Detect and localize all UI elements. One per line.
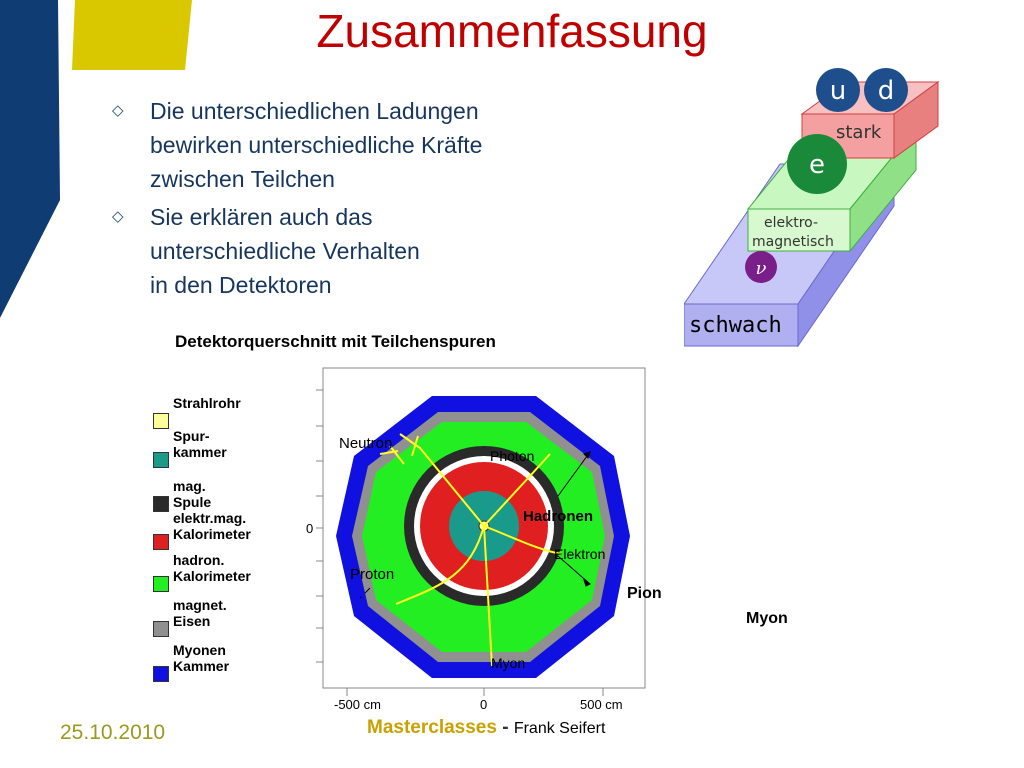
bullet-text: Die unterschiedlichen Ladungen bewirken unterschiedliche Kräfte zwischen Teilchen [150, 98, 483, 192]
legend-swatch [153, 621, 169, 637]
footer-event: Masterclasses [367, 717, 497, 738]
legend-swatch [153, 576, 169, 592]
neutrino-label: ν [755, 258, 767, 279]
bullet-item [112, 200, 582, 302]
footer-author: Frank Seifert [513, 720, 606, 737]
legend-label: elektr.mag. Kalorimeter [173, 510, 251, 542]
label-myon-inner: Myon [491, 655, 526, 671]
label-hadronen: Hadronen [523, 508, 594, 525]
stark-label: stark [836, 122, 882, 143]
label-proton: Proton [350, 566, 395, 583]
label-myon-outer: Myon [746, 610, 788, 627]
axis-x-right: 500 cm [580, 697, 623, 712]
legend-swatch [153, 666, 169, 682]
label-pion: Pion [627, 585, 662, 602]
legend-swatch [153, 452, 169, 468]
legend-label: magnet. Eisen [173, 597, 227, 629]
quark-d-label: d [877, 76, 895, 106]
legend-label: Spur- kammer [173, 428, 227, 460]
detector-cross-section [300, 366, 650, 716]
label-neutron: Neutron [339, 435, 393, 452]
em-label-line2: magnetisch [752, 234, 834, 250]
axis-x-left: -500 cm [334, 697, 381, 712]
footer-separator: - [502, 717, 509, 738]
em-label-line1: elektro- [764, 215, 819, 231]
bullet-item [112, 94, 582, 196]
legend-swatch [153, 534, 169, 550]
slide-title: Zusammenfassung [316, 5, 708, 57]
legend-label: mag. Spule [173, 478, 212, 510]
legend-swatch [153, 413, 169, 429]
legend-label: Strahlrohr [173, 395, 241, 411]
schwach-label: schwach [689, 313, 782, 338]
detector-heading: Detektorquerschnitt mit Teilchenspuren [175, 332, 496, 351]
footer-date: 25.10.2010 [60, 721, 166, 744]
bullet-list [112, 94, 582, 306]
forces-staircase-diagram [684, 66, 964, 356]
electron-label: e [809, 150, 825, 180]
quark-u-label: u [829, 76, 847, 106]
bullet-text: Sie erklären auch das unterschiedliche Verhalten in den Detektoren [150, 204, 420, 298]
legend-label: Myonen Kammer [173, 642, 230, 674]
label-photon: Photon [490, 448, 535, 464]
axis-y-zero: 0 [306, 521, 314, 536]
footer-info [367, 717, 605, 739]
legend-swatch [153, 496, 169, 512]
bullet-marker-icon: ◇ [112, 208, 124, 225]
bullet-marker-icon: ◇ [112, 102, 124, 119]
label-elektron: Elektron [554, 546, 606, 562]
legend-label: hadron. Kalorimeter [173, 552, 251, 584]
axis-x-zero: 0 [480, 697, 488, 712]
